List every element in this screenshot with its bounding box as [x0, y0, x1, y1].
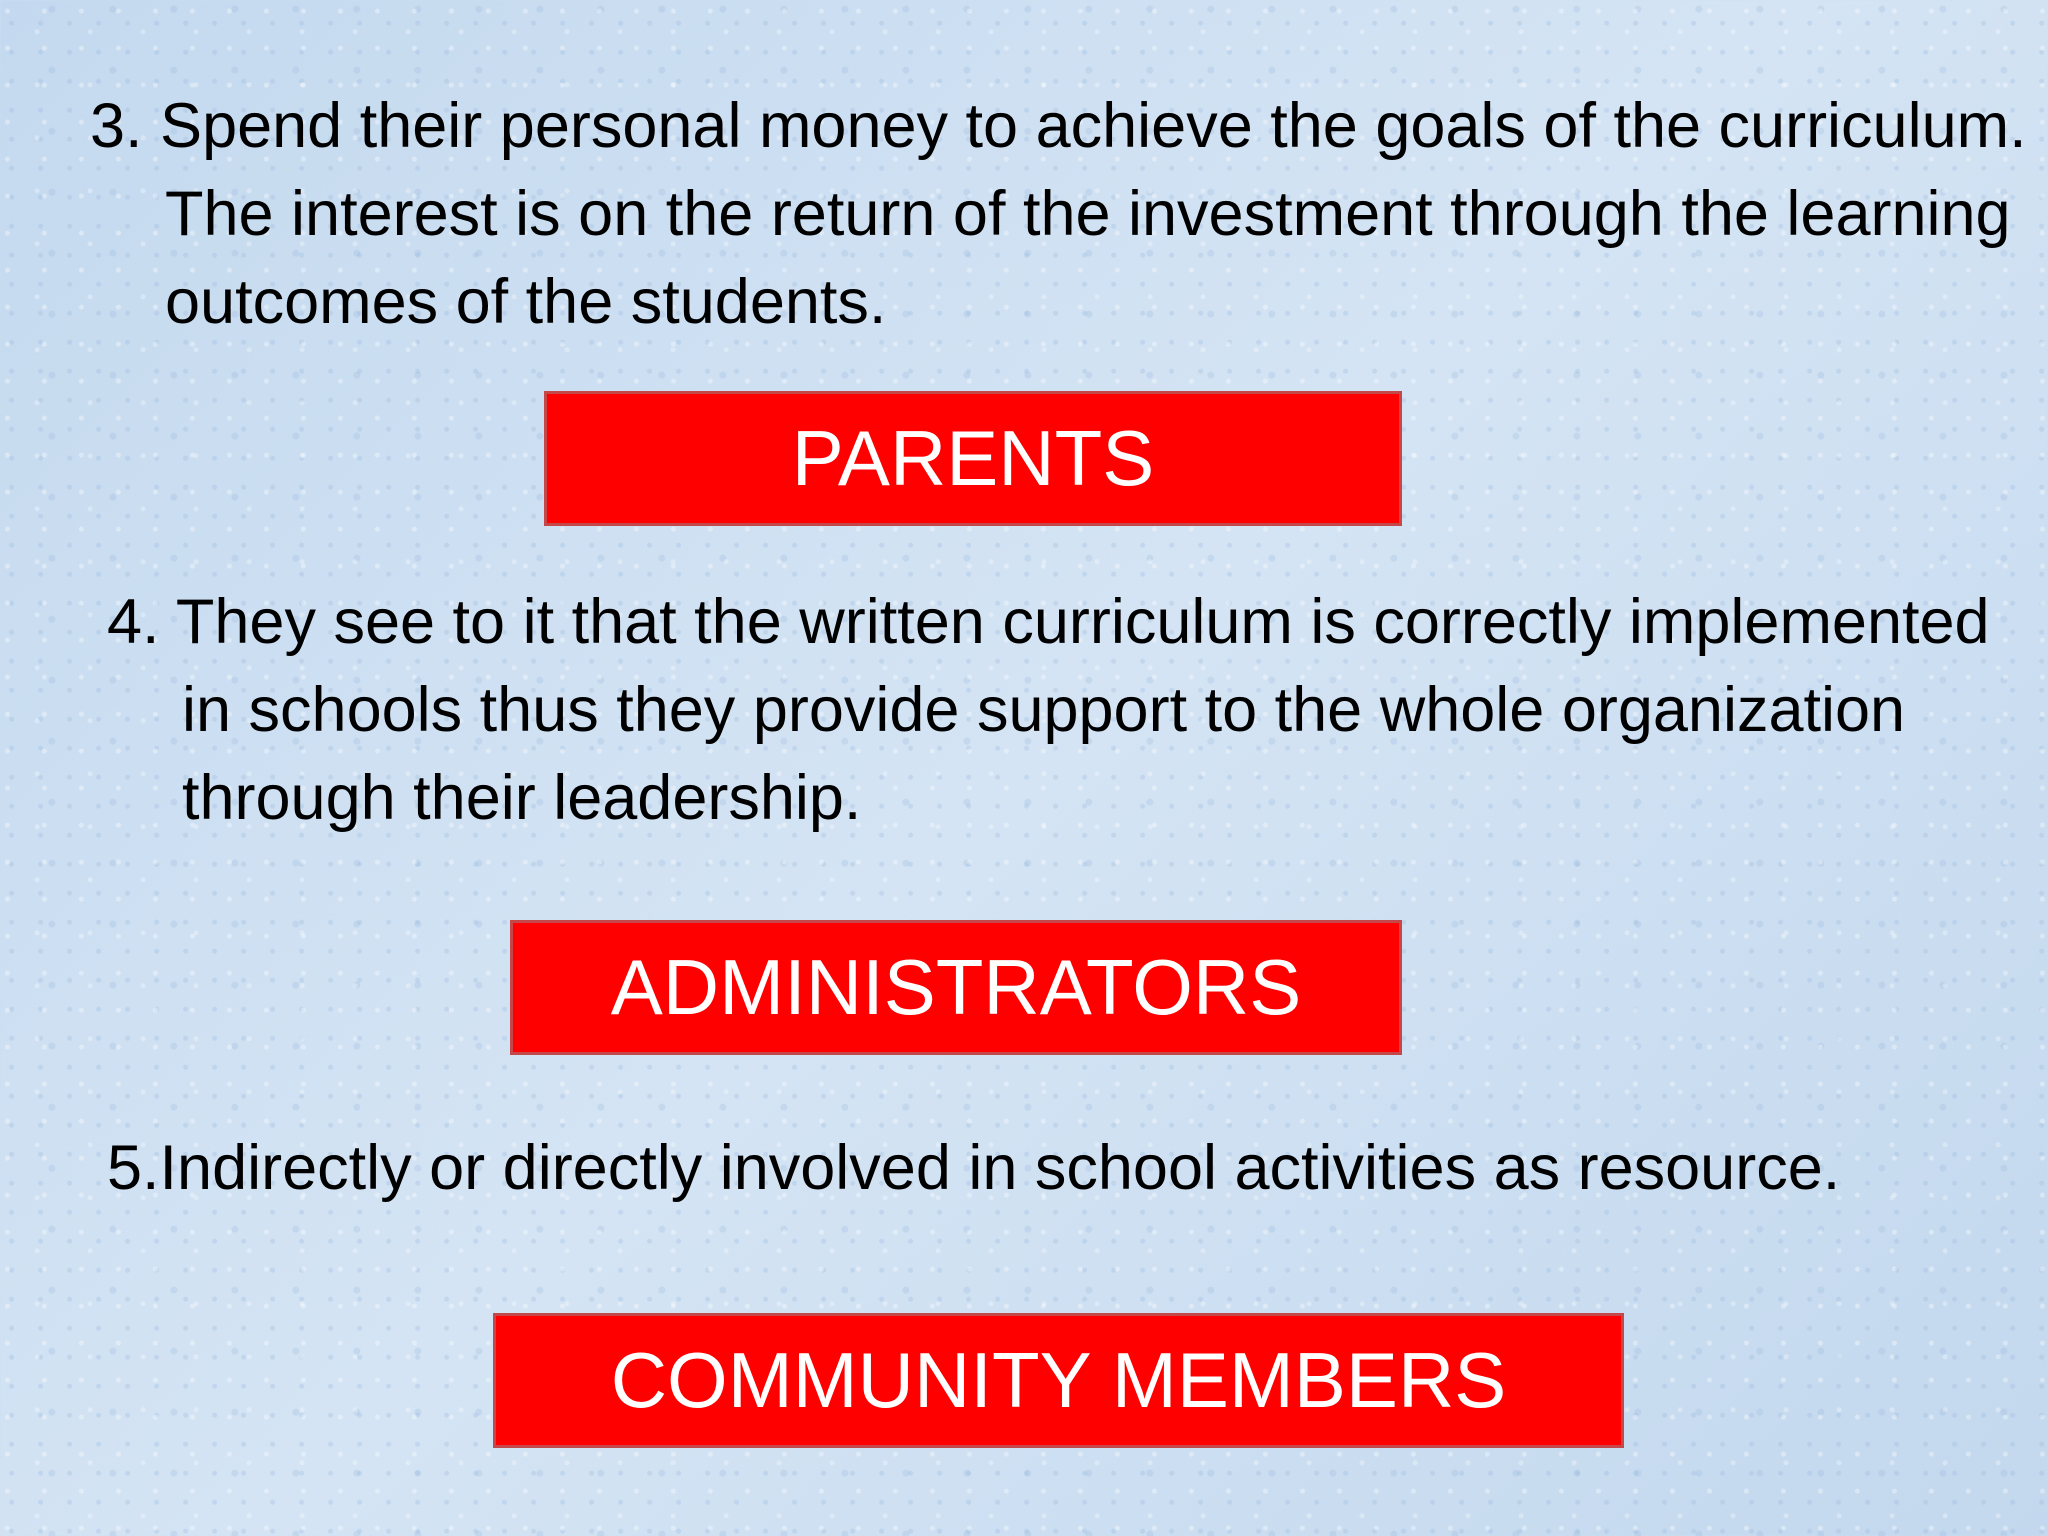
community-members-label: COMMUNITY MEMBERS: [610, 1336, 1507, 1424]
administrators-label-box: [510, 920, 1402, 1055]
parents-label: PARENTS: [791, 414, 1155, 502]
point-5-text: 5.Indirectly or directly involved in school activities as resource.: [107, 1133, 1841, 1203]
administrators-label: ADMINISTRATORS: [610, 943, 1302, 1031]
community-members-label-box: [493, 1313, 1624, 1448]
point-3-text: 3. Spend their personal money to achieve the goals of the curriculum. The interest is on the return of the investment through the learning outcomes of the students.: [90, 91, 2027, 337]
point-4-text: 4. They see to it that the written curriculum is correctly implemented in schools thus they provide support to the whole organization through their leadership.: [107, 587, 1990, 833]
parents-label-box: [544, 391, 1402, 526]
